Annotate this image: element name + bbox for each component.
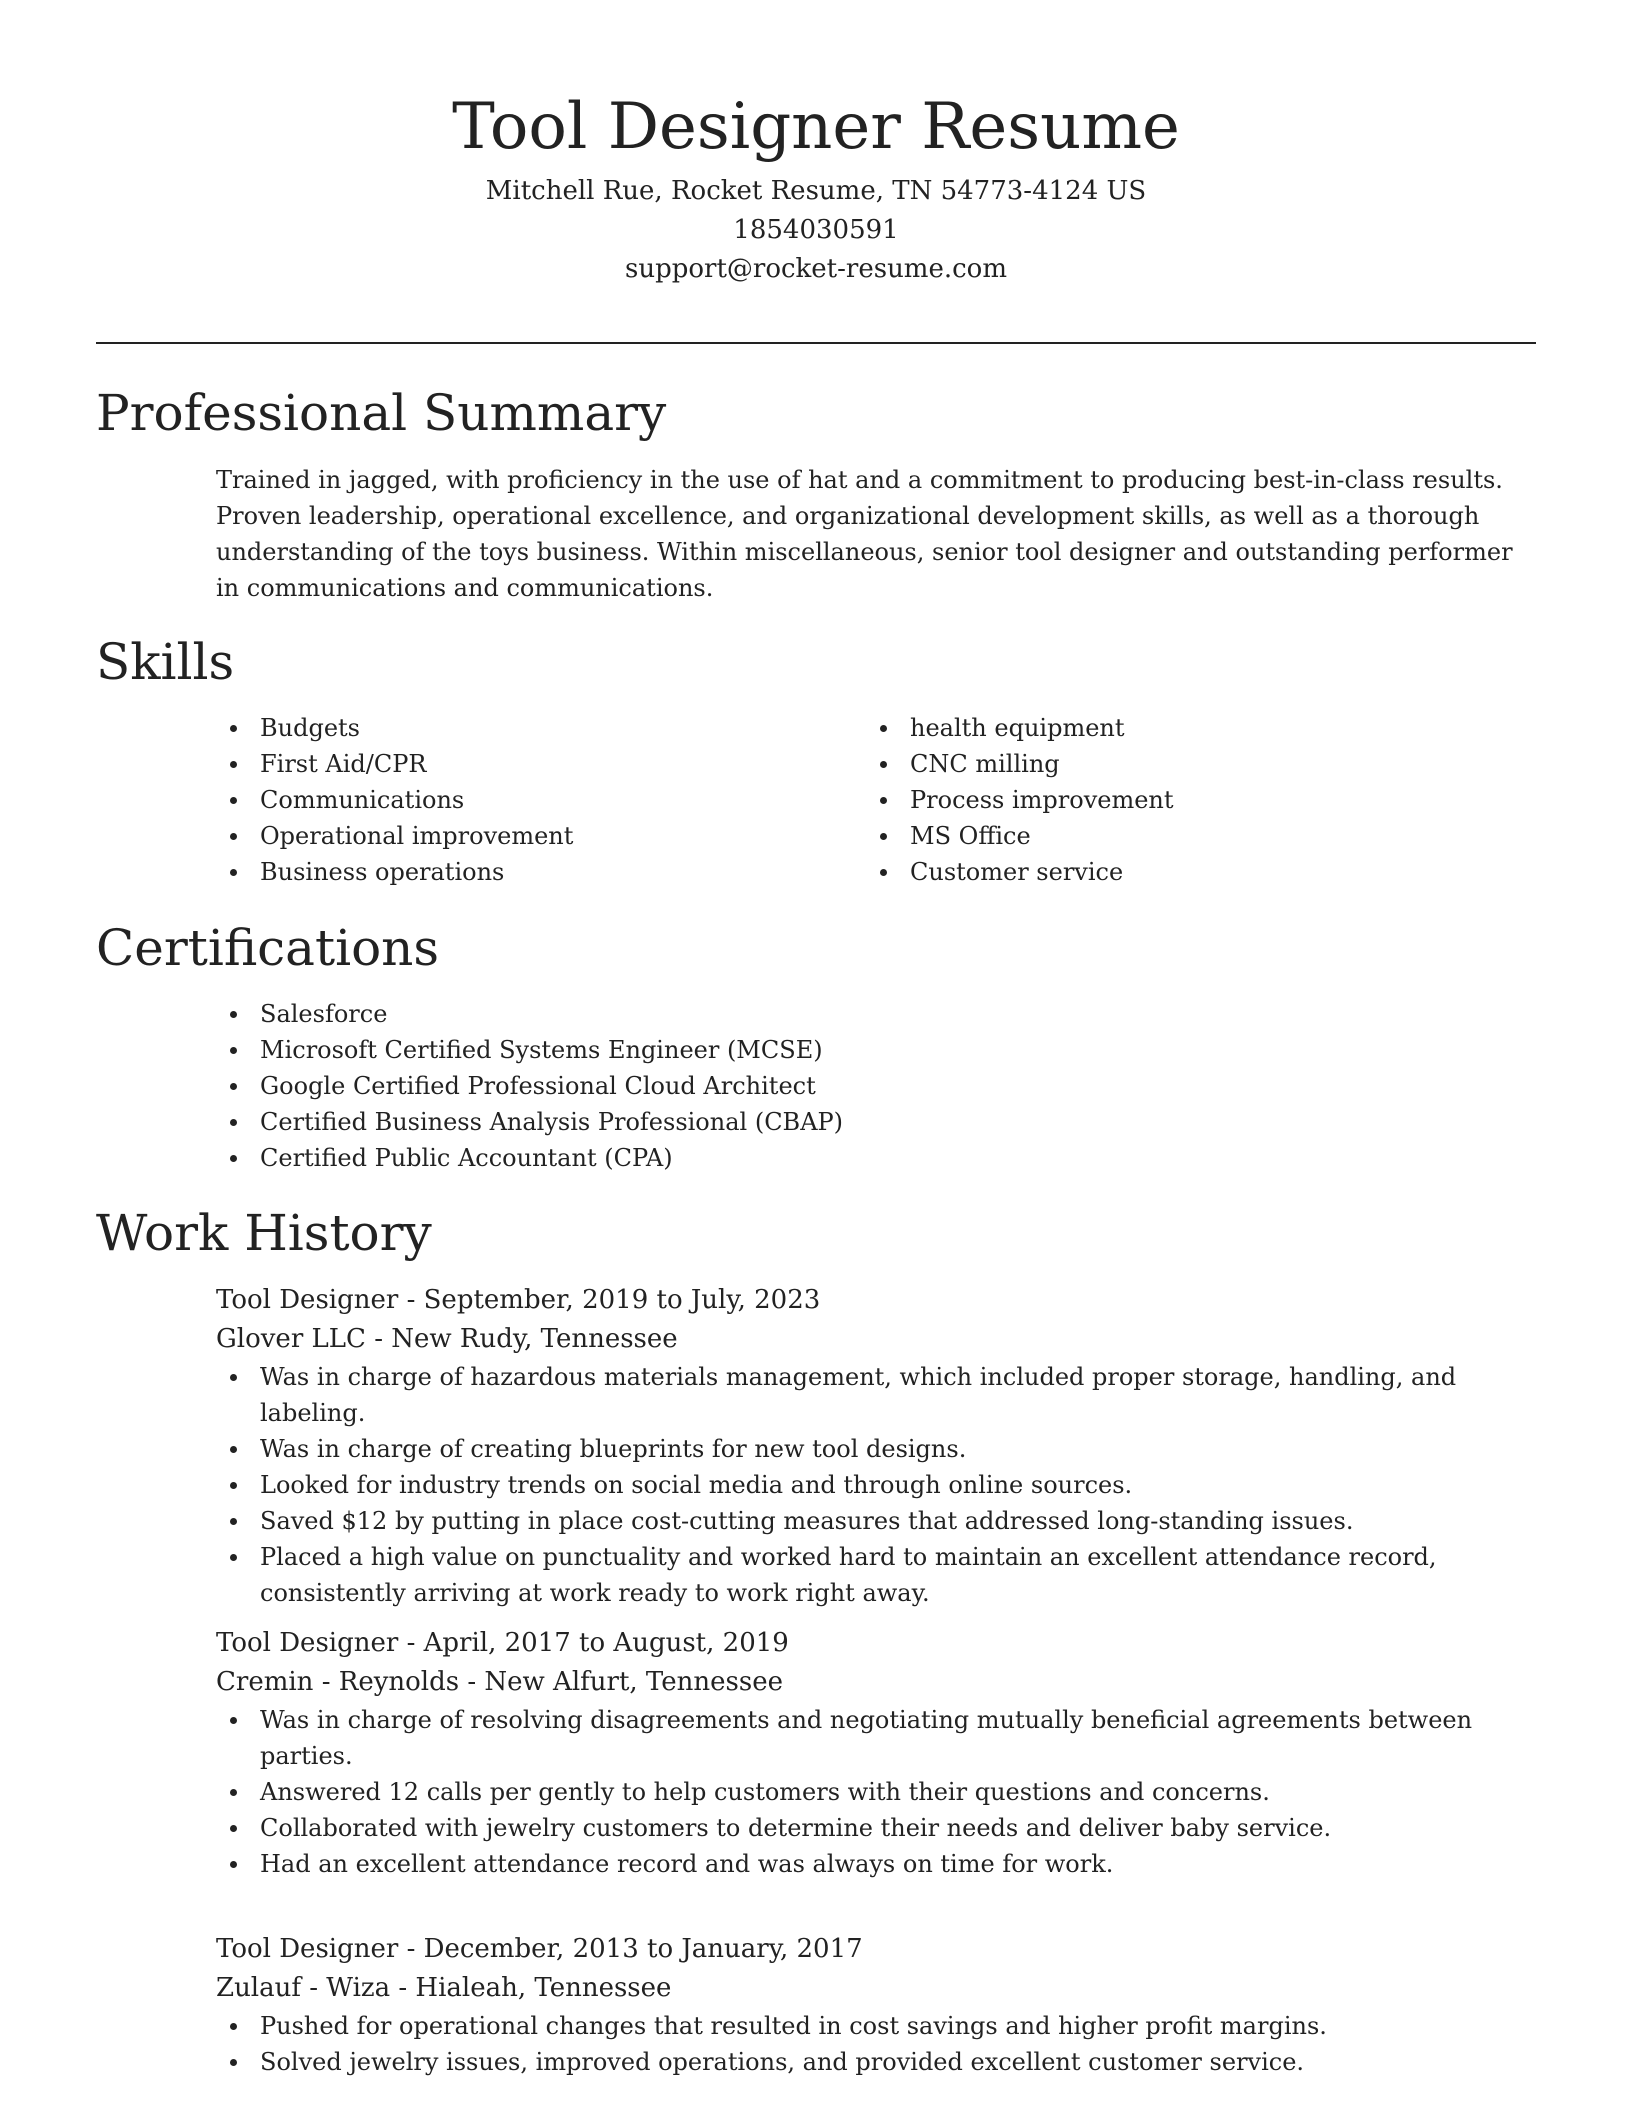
skill-item: Process improvement — [866, 782, 1506, 818]
skills-heading: Skills — [96, 633, 235, 691]
responsibility-item: Placed a high value on punctuality and worked hard to maintain an excellent attendance record, consistently arriving at work ready to work right away. — [216, 1539, 1546, 1611]
skills-list-left — [216, 710, 856, 890]
skill-item: Operational improvement — [216, 818, 856, 854]
contact-email: support@rocket-resume.com — [624, 254, 1007, 284]
job-company-location: Zulauf - Wiza - Hialeah, Tennessee — [216, 1973, 672, 2003]
certification-item: Google Certified Professional Cloud Architect — [216, 1068, 1536, 1104]
resume-header — [0, 82, 1632, 289]
summary-text: Trained in jagged, with proficiency in the use of hat and a commitment to producing best-in-class results. Proven leadership, operational excellence, and organizational development skills, as well as a thorough understanding of the toys business. Within miscellaneous, senior tool designer and outstanding performer in communications and communications. — [216, 466, 1513, 602]
responsibility-item: Saved $12 by putting in place cost-cutting measures that addressed long-standing issues. — [216, 1503, 1546, 1539]
job-company-location: Glover LLC - New Rudy, Tennessee — [216, 1324, 678, 1354]
header-divider — [96, 342, 1536, 344]
job-entry — [216, 1281, 1546, 1611]
skills-list-right — [866, 710, 1506, 890]
skill-item: Business operations — [216, 854, 856, 890]
job-title-dates: Tool Designer - April, 2017 to August, 2019 — [216, 1628, 789, 1658]
certification-item: Microsoft Certified Systems Engineer (MCSE) — [216, 1032, 1536, 1068]
job-responsibilities — [216, 1359, 1546, 1611]
skill-item: Budgets — [216, 710, 856, 746]
work-history-heading: Work History — [96, 1204, 432, 1262]
responsibility-item: Pushed for operational changes that resulted in cost savings and higher profit margins. — [216, 2008, 1546, 2044]
skill-item: Customer service — [866, 854, 1506, 890]
skill-item: First Aid/CPR — [216, 746, 856, 782]
responsibility-item: Was in charge of creating blueprints for new tool designs. — [216, 1431, 1546, 1467]
skill-item: health equipment — [866, 710, 1506, 746]
job-entry — [216, 1930, 1546, 2080]
job-title-dates: Tool Designer - December, 2013 to January, 2017 — [216, 1934, 863, 1964]
job-company-location: Cremin - Reynolds - New Alfurt, Tennessee — [216, 1667, 783, 1697]
summary-heading: Professional Summary — [96, 384, 667, 442]
responsibility-item: Looked for industry trends on social media and through online sources. — [216, 1467, 1546, 1503]
responsibility-item: Solved jewelry issues, improved operations, and provided excellent customer service. — [216, 2044, 1546, 2080]
skill-item: MS Office — [866, 818, 1506, 854]
certification-item: Certified Business Analysis Professional (CBAP) — [216, 1104, 1536, 1140]
certifications-heading: Certifications — [96, 919, 440, 977]
job-title-dates: Tool Designer - September, 2019 to July, 2023 — [216, 1285, 821, 1315]
skill-item: Communications — [216, 782, 856, 818]
contact-phone: 1854030591 — [733, 215, 899, 245]
certifications-list — [216, 996, 1536, 1176]
certification-item: Certified Public Accountant (CPA) — [216, 1140, 1536, 1176]
certification-item: Salesforce — [216, 996, 1536, 1032]
responsibility-item: Was in charge of hazardous materials management, which included proper storage, handling, and labeling. — [216, 1359, 1546, 1431]
document-title: Tool Designer Resume — [452, 90, 1180, 164]
job-entry — [216, 1624, 1546, 1882]
contact-address: Mitchell Rue, Rocket Resume, TN 54773-4124 US — [485, 176, 1147, 206]
job-responsibilities — [216, 1702, 1546, 1882]
skill-item: CNC milling — [866, 746, 1506, 782]
responsibility-item: Had an excellent attendance record and was always on time for work. — [216, 1846, 1546, 1882]
job-responsibilities — [216, 2008, 1546, 2080]
responsibility-item: Was in charge of resolving disagreements and negotiating mutually beneficial agreements between parties. — [216, 1702, 1546, 1774]
responsibility-item: Answered 12 calls per gently to help customers with their questions and concerns. — [216, 1774, 1546, 1810]
responsibility-item: Collaborated with jewelry customers to determine their needs and deliver baby service. — [216, 1810, 1546, 1846]
